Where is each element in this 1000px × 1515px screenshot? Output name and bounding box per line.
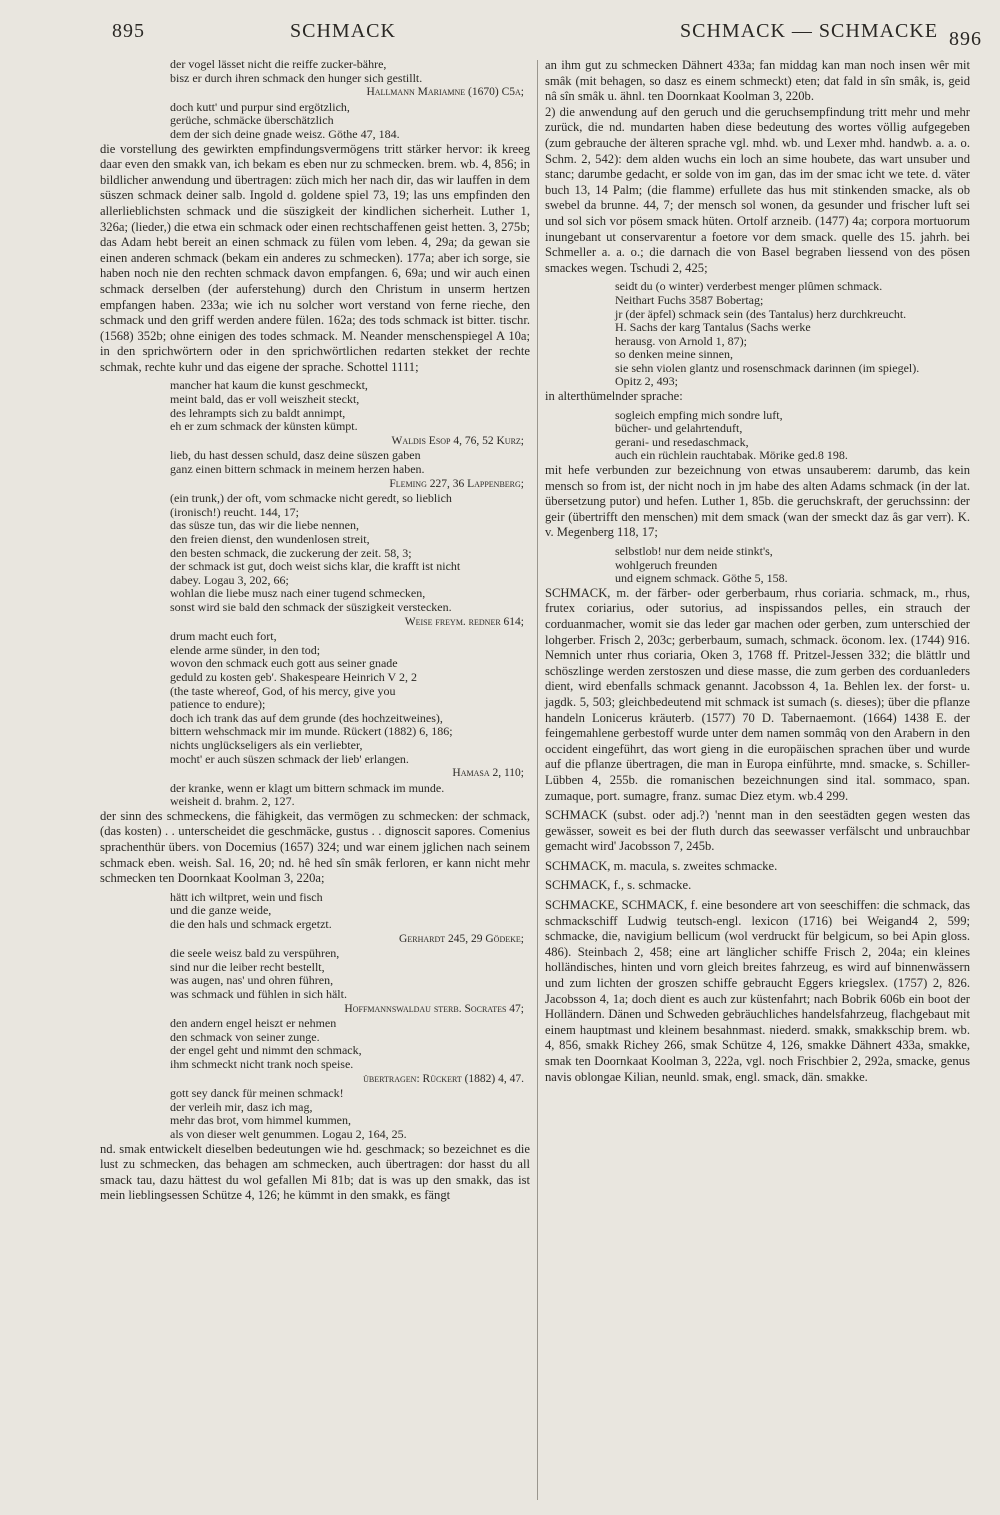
right-running-headword: SCHMACK — SCHMACKE	[680, 20, 939, 42]
citation: Weise freym. redner 614;	[404, 615, 524, 628]
citation: Fleming 227, 36 Lappenberg;	[389, 477, 524, 490]
verse-quotation: doch kutt' und purpur sind ergötzlich, gerüche, schmäcke überschätzlich dem der sich deine gnade weisz. Göthe 47, 184.	[170, 99, 400, 141]
verse-quotation: drum macht euch fort, elende arme sünder, in den tod; wovon den schmack euch gott aus seiner gnade geduld zu kosten geb'. Shakespeare Heinrich V 2, 2 (the taste whereof, God, of his mercy, give you patience to endure); doch ich trank das auf dem grunde (des hochzeitweines), bittern wehschmack mir im munde. Rückert (1882) 6, 186; nichts unglückseligers als ein verliebter, mocht' er auch süszen schmack der lieb' erlangen.	[170, 629, 453, 766]
prose-paragraph: an ihm gut zu schmecken Dähnert 433a; fan middag kan man noch insen wêr mit smâk (mit behagen, so dasz es einem schmeckt) eten; dat fald in sîn smâk, is, geid nâ sîn smâk u. ähnl. ten Doornkaat Koolman 3, 220b. 2) die anwendung auf den geruch und die geruchsempfindung tritt mehr und mehr zurück, die nd. mundarten haben diese bedeutung des wortes völlig aufgegeben (zum gebrauche der älteren sprache vgl. mhd. wb. und Lexer mhd. handwb. a. a. o. Schm. 2, 542): dem alden wuchs ein loch an sime houbete, das wart unsuber und stanc; darumbe gedacht, er solde von im gan, das im der smac icht we tete. d. väter buch 13, 14 Palm; (die flamme) erfullete das hus mit stinkenden smacke, als ob swebel da brunne. 44, 7; der mensch sol wonen, da gesunder und frischer luft sei und sol sich vor pösem smack hüten. Ortolf arzneib. (1477) 4a; corpora mortuorum inungebant ut conservarentur a foetore vor dem smack. quelle des 15. jahrh. bei Schmeller a. a. o.; die darnach die von Basel begraben liessend von des pösen smackes wegen. Tschudi 2, 425;	[545, 58, 970, 275]
citation: Waldis Esop 4, 76, 52 Kurz;	[391, 434, 524, 447]
verse-quotation: selbstlob! nur dem neide stinkt's, wohlgeruch freunden und eignem schmack. Göthe 5, 158.	[615, 544, 788, 586]
spacer	[100, 1204, 530, 1208]
verse-quotation: der kranke, wenn er klagt um bittern schmack im munde. weisheit d. brahm. 2, 127.	[170, 780, 445, 809]
dictionary-entry: SCHMACK (subst. oder adj.?) 'nennt man in den seestädten gegen westen das gewässer, soweit es bei der fluth durch das seewasser verfälscht und unbrauchbar gemacht wird' Jacobsson 7, 245b.	[545, 808, 970, 854]
left-running-headword: SCHMACK	[290, 20, 396, 42]
verse-quotation: mancher hat kaum die kunst geschmeckt, meint bald, das er voll weiszheit steckt, des lehrampts sich zu baldt annimpt, eh er zum schmack der künsten kümpt.	[170, 378, 368, 434]
verse-quotation: der vogel lässet nicht die reiffe zucker-bähre, bisz er durch ihren schmack den hunger sich gestillt.	[170, 57, 423, 85]
prose-paragraph: in alterthümelnder sprache:	[545, 389, 683, 404]
left-column	[100, 58, 530, 1208]
citation: Hallmann Mariamne (1670) C5a;	[366, 86, 524, 99]
right-column	[545, 58, 970, 1089]
verse-quotation: seidt du (o winter) verderbest menger plûmen schmack. Neithart Fuchs 3587 Bobertag; jr (der äpfel) schmack sein (des Tantalus) herz durchkreucht. H. Sachs der karg Tantalus (Sachs werke herausg. von Arnold 1, 87); so denken meine sinnen, sie sehn violen glantz und rosenschmack darinnen (im spiegel). Opitz 2, 493;	[615, 279, 920, 389]
running-header	[0, 14, 1000, 50]
right-page-number: 896	[949, 28, 982, 50]
citation: Gerhardt 245, 29 Gödeke;	[399, 932, 524, 945]
verse-quotation: (ein trunk,) der oft, vom schmacke nicht geredt, so lieblich (ironisch!) reucht. 144, 17; das süsze tun, das wir die liebe nennen, den freien dienst, den wundenlosen streit, den besten schmack, die zuckerung der zeit. 58, 3; der schmack ist gut, doch weist sichs klar, die krafft ist nicht dabey. Logau 3, 202, 66; wohlan die liebe musz nach einer tugend schmecken, sonst wird sie bald den schmack der süszigkeit verstecken.	[170, 491, 461, 614]
verse-quotation: lieb, du hast dessen schuld, dasz deine süszen gaben ganz einen bittern schmack in meinem herzen haben.	[170, 448, 425, 477]
dictionary-entry: SCHMACK, m. der färber- oder gerberbaum, rhus coriaria. schmack, m., rhus, frutex coriarius, oder sutorius, ad inspissandos pelles, ein strauch der corduanmacher, womit sie das leder gar machen oder gerben, zum unterschied der lohgerber. Frisch 2, 203c; gerberbaum, sumach, schmack. öconom. lex. (1744) 916. Nemnich unter rhus coriaria, Oken 3, 1768 ff. Pritzel-Jessen 332; die blättlr und schöszlinge werden zerstoszen und diese masse, die zum gerben des corduanleders dient, wird ebenfalls schmack genannt. Jacobsson 4, 1a. Behlen lex. der forst- u. jagdk. 5, 503; gleichbedeutend mit schmack ist sumach (s. dieses); über die pflanze handeln Lonicerus kräuterb. (1577) 70 D. Tabernaemont. (1664) 1438 E. der feingemahlene gerbestoff wurde unter dem namen sommâq von den Arabern in den occident eingeführt, das wort gieng in die europäischen sprachen über und wurde auf die pflanze übertragen, die man in Europa einführte, mnd. smacke, s. Schiller-Lübben 4, 255b. die romanischen bezeichnungen sind ital. sommaco, span. zumaque, port. sumagre, franz. sumac Diez etym. wb.4 299.	[545, 585, 970, 803]
verse-quotation: den andern engel heiszt er nehmen den schmack von seiner zunge. der engel geht und nimmt den schmack, ihm schmeckt nicht trank noch speise.	[170, 1016, 362, 1071]
prose-paragraph: mit hefe verbunden zur bezeichnung von etwas unsauberem: darumb, das kein mensch so from ist, der nicht noch in jm habe des alten Adams schmack (in der lat. übersetzung putor) und hefen. Luther 1, 85b. die geruchskraft, der geruchssinn: der geir (übertrifft den menschen) mit dem smack (wan der smeckt daz âs gar verr). K. v. Megenberg 118, 17;	[545, 463, 970, 540]
left-page-number: 895	[112, 20, 145, 42]
column-divider	[537, 60, 538, 1500]
verse-quotation: gott sey danck für meinen schmack! der verleih mir, dasz ich mag, mehr das brot, vom himmel kummen, als von dieser welt genummen. Logau 2, 164, 25.	[170, 1086, 407, 1141]
verse-quotation: hätt ich wiltpret, wein und fisch und die ganze weide, die den hals und schmack ergetzt.	[170, 889, 332, 932]
spacer	[545, 1085, 970, 1089]
prose-paragraph: nd. smak entwickelt dieselben bedeutungen wie hd. geschmack; so bezeichnet es die lust zu schmecken, das behagen am schmecken, auch übertragen: dor hasst du all smack tau, dazu hättest du wol gefallen Mi 81b; dat is was up den smakk, das ist mein lieblingsessen Schütze 4, 126; he kümmt in den smakk, es fängt	[100, 1141, 530, 1203]
citation: übertragen: Rückert (1882) 4, 47.	[363, 1072, 524, 1085]
dictionary-entry: SCHMACK, m. macula, s. zweites schmacke.	[545, 858, 778, 873]
dictionary-entry: SCHMACKE, SCHMACK, f. eine besondere art von seeschiffen: die schmack, das schmackschiff Ludwig teutsch-engl. lexicon (1716) bei Weigand4 2, 599; schmacke, die, navigium bellicum (wol verdruckt für belgicum, so bei Apin gloss. 486). Steinbach 2, 458; eine art länglicher schiffe Frisch 2, 204a; ein kleines holländisches, hinten und vorn gleich breites fahrzeug, es wird auf binnenwässern und zum lichten der groszen schiffe gebraucht Eggers kriegslex. (1757) 2, 826. Jacobsson 4, 1a; doch dient es auch zur küstenfahrt; nach Bobrik 606b ein boot der Holländern. Dänen und Schweden gebräuchliches handelsfahrzeug, flachgebaut mit einem hauptmast und kleinem besahnmast. niederd. smakk, smakkschip brem. wb. 4, 856, smakk Richey 266, smak Schütze 4, 126, smakke Dähnert 433a, smakke, smak ten Doornkaat Koolman 3, 222a, vgl. noch Frischbier 2, 292a, smacke, genus navis oblongae Kilian, neunld. smak, engl. smack, dän. smakke.	[545, 898, 970, 1084]
citation: Hamasa 2, 110;	[452, 767, 524, 780]
prose-paragraph: der sinn des schmeckens, die fähigkeit, das vermögen zu schmecken: der schmack, (das kosten) . . unterscheidet die geschmäcke, gustus . . dignoscit sapores. Comenius sprachenthür übers. von Docemius (1657) 324; und war einem jglichen nach seinem schmack eben. weish. Sal. 16, 20; nd. hê hed sîn smâk ferloren, er kann nicht mehr schmecken ten Doornkaat Koolman 3, 220a;	[100, 808, 530, 886]
prose-paragraph: die vorstellung des gewirkten empfindungsvermögens tritt stärker hervor: ik kreeg daar even den smakk van, ich bekam es eben nur zu schmecken. brem. wb. 4, 856; in bildlicher anwendung und übertragen: züch mich her nach dir, das wir lauffen in dem süszen schmack deiner salb. Ingold d. goldene spiel 73, 19; las uns empfinden den allerlieblichsten schmack und die süszigkeit der kindlichen sicherheit. Luther 1, 326a; (lieder,) die etwa ein schmack oder einen rechtschaffenen geist hetten. 3, 275b; das Adam hebt bereit an einen schmack zu fülen vom leben. 4, 29a; da gewan sie einen anderen schmack (bekam ein anderes zu schmecken). 177a; aber ich sorge, sie haben noch nie den rechten schmack davon empfangen. 6, 69a; und wir auch einen schmack derselben (der auferstehung) durch den Christum in unserm hertzen empfangen haben. 233a; wie ich nu solcher wort verstand von ferne rieche, den schmack und den griff werden andere fülen. 162a; des tods schmack ist bitter. tischr. (1568) 352b; ohne einigen des todes schmack. M. Neander menschenspiegel A 10a; in den sprichwörtern oder in den sprichwörtlichen redarten stekket der rechte schmak, rechte kuhr und das eigene der sprache. Schottel 1111;	[100, 141, 530, 374]
citation: Hoffmannswaldau sterb. Socrates 47;	[344, 1002, 524, 1015]
dictionary-entry: SCHMACK, f., s. schmacke.	[545, 878, 692, 893]
verse-quotation: sogleich empfing mich sondre luft, bücher- und gelahrtenduft, gerani- und resedaschmack, auch ein rüchlein rauchtabak. Mörike ged.8 198.	[615, 407, 848, 463]
verse-quotation: die seele weisz bald zu verspühren, sind nur die leiber recht bestellt, was augen, nas' und ohren führen, was schmack und fühlen in sich hält.	[170, 946, 347, 1001]
